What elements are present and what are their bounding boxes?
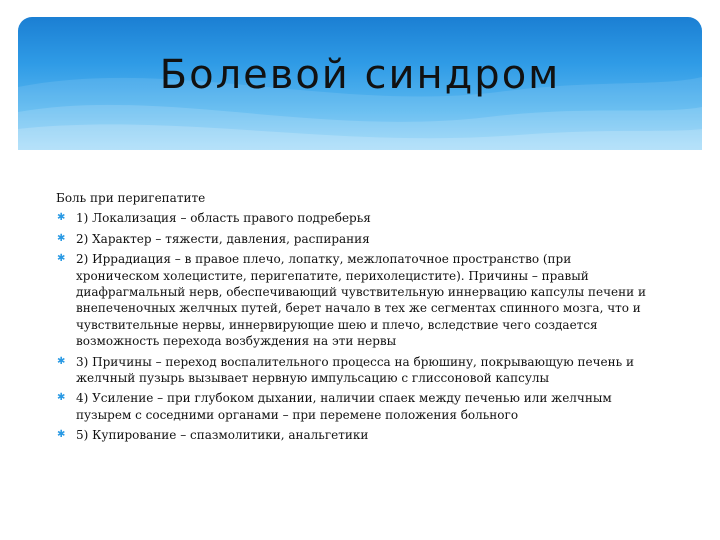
star-bullet-icon: ✱ xyxy=(57,232,66,244)
star-bullet-icon: ✱ xyxy=(57,355,66,367)
star-bullet-icon: ✱ xyxy=(57,253,66,265)
list-item xyxy=(56,231,656,247)
list-item xyxy=(56,210,656,226)
slide-content xyxy=(56,190,656,448)
list-item-text: 1) Локализация – область правого подреберья xyxy=(76,211,371,226)
intro-text: Боль при перигепатите xyxy=(56,191,206,205)
list-item xyxy=(56,251,656,349)
list-item-text: 5) Купирование – спазмолитики, анальгетики xyxy=(76,428,369,443)
star-bullet-icon: ✱ xyxy=(57,392,66,404)
list-item xyxy=(56,390,656,423)
slide-title: Болевой синдром xyxy=(159,52,561,98)
star-bullet-icon: ✱ xyxy=(57,212,66,224)
list-item-text: 2) Иррадиация – в правое плечо, лопатку, межлопаточное пространство (при хроническом холецистите, перигепатите, перихолецистите). Причины – правый диафрагмальный нерв, обеспечивающий чувствительную иннервацию капсулы печени и внепеченочных желчных путей, берет начало в тех же сегментах спинного мозга, что и чувствительные нервы, иннервирующие шею и плечо, вследствие чего создается возможность перехода возбуждения на эти нервы xyxy=(76,252,646,349)
list-item-text: 4) Усиление – при глубоком дыхании, наличии спаек между печенью или желчным пузырем с соседними органами – при перемене положения больного xyxy=(76,391,612,422)
list-item-text: 3) Причины – переход воспалительного процесса на брюшину, покрывающую печень и желчный пузырь вызывает нервную импульсацию с глиссоновой капсулы xyxy=(76,354,634,386)
bullet-list xyxy=(56,210,656,443)
list-item-text: 2) Характер – тяжести, давления, распирания xyxy=(76,231,370,246)
star-bullet-icon: ✱ xyxy=(57,429,66,441)
list-item xyxy=(56,427,656,443)
list-item xyxy=(56,354,656,387)
